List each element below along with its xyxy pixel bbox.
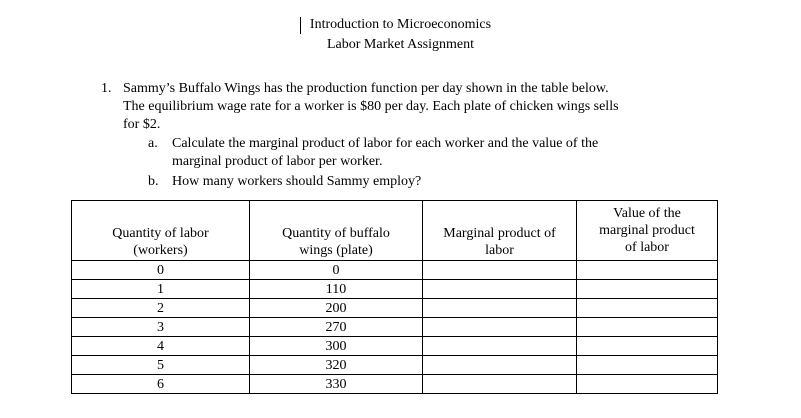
part-a-label: a.	[148, 136, 158, 151]
part-b-label: b.	[148, 174, 159, 189]
mpl-cell	[423, 299, 577, 318]
workers-cell: 0	[72, 261, 250, 280]
mpl-cell	[423, 356, 577, 375]
vmpl-cell	[577, 375, 718, 394]
wings-cell: 320	[250, 356, 423, 375]
mpl-cell	[423, 280, 577, 299]
header-quantity-of-wings	[250, 201, 423, 261]
wings-cell: 330	[250, 375, 423, 394]
wings-cell: 270	[250, 318, 423, 337]
part-a-line: marginal product of labor per worker.	[172, 154, 383, 169]
vmpl-cell	[577, 318, 718, 337]
header-text: labor	[485, 243, 514, 258]
header-text: Quantity of labor	[112, 226, 209, 241]
question-line: The equilibrium wage rate for a worker is $80 per day. Each plate of chicken wings sells	[123, 99, 619, 114]
header-text: wings (plate)	[299, 243, 373, 258]
wings-cell: 0	[250, 261, 423, 280]
question-number: 1.	[101, 81, 112, 96]
question-line: Sammy’s Buffalo Wings has the production function per day shown in the table below.	[123, 81, 609, 96]
vmpl-cell	[577, 299, 718, 318]
workers-cell: 4	[72, 337, 250, 356]
header-text: Marginal product of	[443, 226, 556, 241]
table-row	[72, 356, 718, 375]
wings-cell: 110	[250, 280, 423, 299]
wings-cell: 200	[250, 299, 423, 318]
table-row	[72, 280, 718, 299]
header-text: Quantity of buffalo	[282, 226, 390, 241]
table-row	[72, 261, 718, 280]
vmpl-cell	[577, 356, 718, 375]
vmpl-cell	[577, 280, 718, 299]
assignment-title: Labor Market Assignment	[327, 37, 474, 52]
header-value-of-marginal-product	[577, 201, 718, 261]
header-marginal-product	[423, 201, 577, 261]
course-title: Introduction to Microeconomics	[309, 17, 492, 32]
production-table	[71, 200, 718, 394]
mpl-cell	[423, 261, 577, 280]
mpl-cell	[423, 375, 577, 394]
header-text: marginal product	[599, 223, 695, 238]
wings-cell: 300	[250, 337, 423, 356]
part-b-line: How many workers should Sammy employ?	[172, 174, 422, 189]
header-text: Value of the	[613, 206, 681, 221]
workers-cell: 2	[72, 299, 250, 318]
workers-cell: 1	[72, 280, 250, 299]
question-line: for $2.	[123, 117, 161, 132]
workers-cell: 6	[72, 375, 250, 394]
mpl-cell	[423, 337, 577, 356]
workers-cell: 5	[72, 356, 250, 375]
vmpl-cell	[577, 337, 718, 356]
vmpl-cell	[577, 261, 718, 280]
part-a-line: Calculate the marginal product of labor for each worker and the value of the	[172, 136, 599, 151]
header-text: of labor	[625, 240, 669, 255]
table-row	[72, 299, 718, 318]
mpl-cell	[423, 318, 577, 337]
workers-cell: 3	[72, 318, 250, 337]
header-quantity-of-labor	[72, 201, 250, 261]
header-text: (workers)	[133, 243, 188, 258]
table-row	[72, 318, 718, 337]
table-row	[72, 375, 718, 394]
table-header-row	[72, 201, 718, 261]
table-row	[72, 337, 718, 356]
